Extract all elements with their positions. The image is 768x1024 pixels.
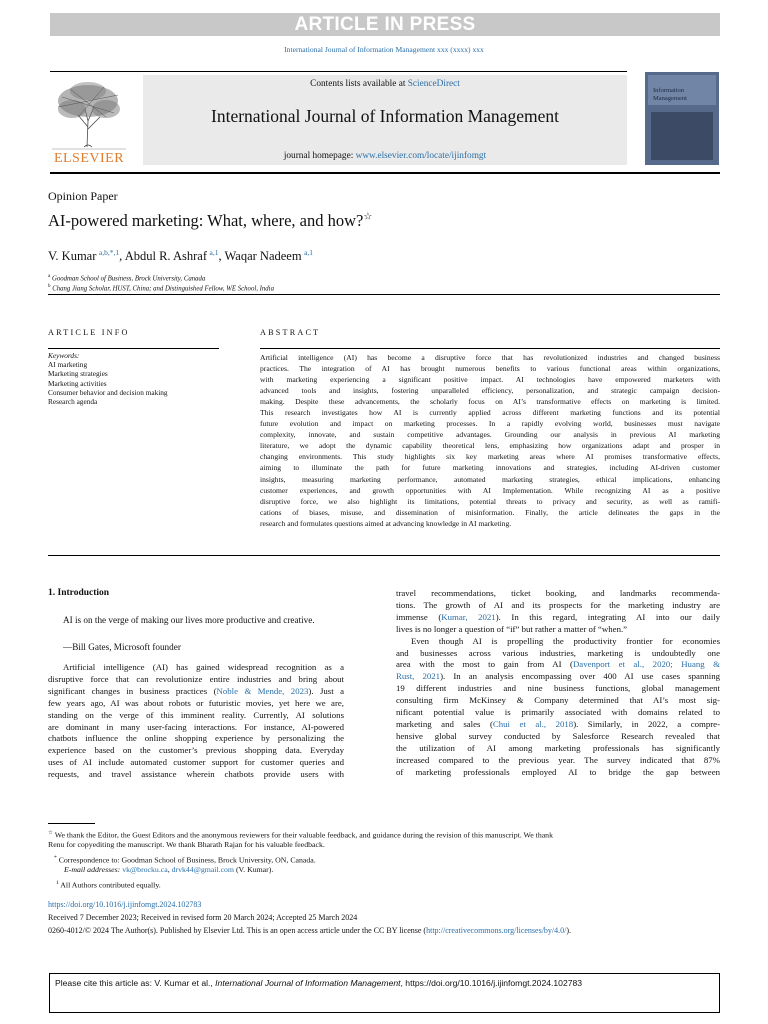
abstract-line: This research investigates how AI is currently applied across different marketing functions and its potential [260,408,720,418]
body-text: Even though AI is propelling the productivity frontier for economies [411,635,720,646]
body-line [396,695,720,707]
body-line [396,719,720,731]
body-line [48,662,344,674]
footnote-correspondence [48,853,316,866]
article-in-press-banner: ARTICLE IN PRESS [50,13,720,36]
abstract-text [260,352,720,529]
email-suffix: (V. Kumar). [234,865,274,874]
footnote-mark: 1 [56,880,59,886]
body-text: Artificial intelligence (AI) has gained widespread recognition as a [63,662,344,672]
doi-link[interactable]: https://doi.org/10.1016/j.ijinfomgt.2024.102783 [48,900,202,909]
title-footnote-mark[interactable]: ☆ [363,211,373,223]
abstract-line: with marketing experiencing a significant positive impact. AI technologies have empowered marketers with [260,375,720,385]
body-text: the utilization of AI among marketing professionals has significantly [396,742,720,753]
body-text: standing on the verge of this imminent reality. Currently, AI solutions [48,709,344,720]
citation-box [49,973,720,1013]
footnote-acknowledgement-cont [48,840,325,850]
keyword: Research agenda [48,397,98,407]
elsevier-wordmark: ELSEVIER [53,151,125,165]
keywords [48,351,168,406]
cover-art [645,72,719,165]
footnote-rule [48,823,95,824]
header-top-rule [50,71,627,72]
author-affiliation-mark[interactable]: a,1 [304,248,314,257]
abstract-label: ABSTRACT [260,328,321,337]
license-suffix: ). [566,926,572,935]
abstract-line: advanced tools and insights, fostering unparalleled efficiency, personalization, and strategic campaign decision- [260,386,720,396]
author-list [48,248,313,264]
affiliation [48,274,205,282]
author-affiliation-mark[interactable]: a,b,*,1 [98,248,120,257]
footnote-equal-contribution [48,878,161,891]
citation-link[interactable]: Kumar, 2021 [441,611,496,622]
journal-homepage [143,151,627,161]
abstract-line: insights, measuring marketing performance, automated marketing strategies, ethical implications, enhancing [260,474,720,484]
affiliation-mark: b [48,284,51,289]
abstract-end-rule [48,555,720,556]
author-separator: , [119,249,125,264]
body-line [396,600,720,612]
author [225,249,314,263]
body-line [396,755,720,767]
body-line [48,733,344,745]
section-heading-introduction: 1. Introduction [48,588,110,598]
body-line [396,671,720,683]
citation-link[interactable]: Noble & Mende, 2023 [216,685,309,696]
keyword: Marketing strategies [48,369,108,379]
abstract-line: complexity, innovate, and sustain competitive advantages. Grounding our analysis in previous AI marketing [260,430,720,440]
keywords-label: Keywords: [48,351,80,360]
footnote-text: All Authors contributed equally. [60,880,161,890]
author-separator: , [218,249,225,264]
email-label: E-mail addresses: [64,865,121,874]
paper-type: Opinion Paper [48,189,118,203]
citation-prefix: Please cite this article as: V. Kumar et al., [55,978,216,988]
body-line [48,674,344,686]
homepage-prefix: journal homepage: [283,151,356,161]
license-prefix: 0260-4012/© 2024 The Author(s). Published by Elsevier Ltd. This is an open access article under the CC BY license ( [48,926,427,935]
body-text: lives is no longer a question of “if” but rather a matter of “when.” [396,623,628,634]
abstract-line: literature, we adopt the dynamic capability theoretical lens, emphasizing how organizations adapt and prosper in [260,441,720,451]
author-name: Abdul R. Ashraf [124,249,207,264]
body-line [48,710,344,722]
paper-title-text: AI-powered marketing: What, where, and how? [48,211,364,230]
citation-link[interactable]: Chui et al., 2018 [492,718,574,729]
abstract-line: making. Despite these advancements, the scholarly focus on AI’s transformative effects on marketing is limited. [260,397,720,407]
body-line [396,743,720,755]
body-text: uses of AI include automated customer support for customer queries and [48,757,344,768]
body-line [396,612,720,624]
abstract-line: changing environments. This study highlights six key marketing areas where AI promises transformative effects, [260,452,720,462]
affiliation-rule [48,294,720,295]
body-line [396,707,720,719]
elsevier-logo [48,77,130,165]
citation-journal: International Journal of Information Management [215,978,401,988]
body-text: requests, and travel assistance wherein chatbots provide users with [48,769,344,780]
article-info-label: ARTICLE INFO [48,328,130,337]
body-line [396,731,720,743]
body-text: few years ago, AI was about robots or futuristic movies, yet here we are, [48,697,344,708]
body-text: tions. The growth of AI and its prospects for the marketing industry are [396,599,720,610]
body-text: area with the most to gain from AI ( [396,659,573,670]
abstract-line: practices. The integration of AI has brought numerous benefits to various functional areas within organizations, [260,364,720,374]
affiliation-mark: a [48,274,51,279]
elsevier-tree-icon [48,77,130,165]
keyword: Consumer behavior and decision making [48,387,168,397]
body-text: of marketing professionals employed AI to bridge the gap between [396,766,720,777]
body-text: immense ( [396,611,442,622]
header-bottom-rule [50,172,720,174]
article-info-rule [48,348,219,349]
author-name: Waqar Nadeem [224,249,302,264]
email-link[interactable]: vk@brocku.ca [122,865,168,874]
body-line [396,648,720,660]
author [48,249,125,263]
body-line [396,767,720,779]
received-dates: Received 7 December 2023; Received in revised form 20 March 2024; Accepted 25 March 2024 [48,913,358,922]
body-text: increased compared to the previous year. The survey indicated that 87% [396,754,720,765]
body-text: ). Just a [308,685,344,696]
body-text: disruptive force that can revolutionize entire industries and bring about [48,673,344,684]
body-text: are dominant in many user-facing interactions. For instance, AI-powered [48,721,344,732]
body-line [396,659,720,671]
contents-available [143,79,627,89]
journal-cover-image [645,72,719,165]
body-line [48,698,344,710]
body-column-left [48,662,344,781]
abstract-line: future evolution and impact on marketing processes. In a rapidly evolving world, businesses must navigate [260,419,720,429]
contents-prefix: Contents lists available at [310,79,408,89]
footnote-mark: ☆ [48,830,53,836]
body-text: and businesses across various industries, marketing is undoubtedly one [396,647,720,658]
keyword: Marketing activities [48,378,107,388]
cover-title-line2: Management [653,95,687,102]
footnote-text: We thank the Editor, the Guest Editors and the anonymous reviewers for their valuable feedback, and guidance during the revision of this manuscript. We thank [54,830,553,840]
body-text: chatbots influence the online shopping experience by personalizing the [48,733,344,744]
cover-title-line1: Information [653,87,685,94]
footnote-acknowledgement [48,828,553,841]
abstract-line: aiming to illuminate the path for future marketing innovations and strategies, including AI-driven customer [260,463,720,473]
body-text: experience based on the customer’s previous shopping data. Everyday [48,745,344,756]
body-line [396,624,720,636]
body-text: ). In this regard, integrating AI into our daily [495,611,720,622]
journal-title: International Journal of Information Management [211,106,559,126]
epigraph-quote: AI is on the verge of making our lives more productive and creative. [63,615,315,625]
body-line [48,745,344,757]
body-text: significant changes in business practices ( [48,685,217,696]
footnote-emails: E-mail addresses: vk@brocku.ca, drvk44@gmail.com (V. Kumar). [64,865,274,874]
body-line [396,636,720,648]
sciencedirect-link[interactable]: ScienceDirect [407,79,460,89]
body-text: ). Similarly, in 2022, a compre- [573,718,720,729]
keyword: AI marketing [48,360,88,370]
paper-title [48,211,372,231]
body-text: hensive global survey conducted by Salesforce Research revealed that [396,730,720,741]
affiliation-text: Chang Jiang Scholar, HUST, China; and Distinguished Fellow, WE School, India [52,285,274,293]
body-line [48,757,344,769]
citation-link[interactable]: Davenport et al., 2020; Huang & [572,659,720,670]
author-name: V. Kumar [48,249,97,264]
author [125,249,225,263]
body-line [48,769,344,781]
body-line [396,588,720,600]
license-link[interactable]: http://creativecommons.org/licenses/by/4.0/ [426,926,567,935]
body-line [396,683,720,695]
body-text: ). In an analysis encompassing over 400 AI use cases spanning [440,671,720,682]
body-line [48,722,344,734]
abstract-line: customer experiences, and growth opportunities with AI Implementation. While recognizing AI as a positive [260,485,720,495]
body-text: nificant potential value is primarily associated with domains related to [396,707,720,718]
footnote-text: Correspondence to: Goodman School of Business, Brock University, ON, Canada. [58,855,316,865]
citation-doi[interactable]: , https://doi.org/10.1016/j.ijinfomgt.2024.102783 [400,978,583,988]
citation-link[interactable]: Rust, 2021 [396,671,441,682]
abstract-rule [260,348,720,349]
affiliation [48,284,274,292]
body-line [48,686,344,698]
affiliation-text: Goodman School of Business, Brock University, Canada [51,275,206,283]
body-column-right [396,588,720,779]
epigraph-source: —Bill Gates, Microsoft founder [63,642,181,652]
body-text: travel recommendations, ticket booking, and landmarks recommenda- [396,588,720,598]
author-affiliation-mark[interactable]: a,1 [209,248,219,257]
body-text: 19 different industries and nine business functions, global management [396,683,720,694]
homepage-link[interactable]: www.elsevier.com/locate/ijinfomgt [355,151,487,161]
abstract-line: research and formulates questions aimed at advancing knowledge in AI marketing. [260,518,512,528]
license-line [48,926,571,935]
abstract-line: cations of biases, misuse, and dissemination of misinformation. Finally, the article delineates the gaps in the [260,507,720,517]
email-link[interactable]: drvk44@gmail.com [171,865,234,874]
abstract-line: disruptive force, we also highlight its limitations, potential threats to privacy and security, as well as ramifi- [260,496,720,506]
body-text: marketing and sales ( [396,718,493,729]
abstract-line: Artificial intelligence (AI) has become a disruptive force that has revolutionized industries and changed business [260,353,720,362]
footnote-mark: * [54,855,57,861]
journal-reference[interactable]: International Journal of Information Management xxx (xxxx) xxx [284,45,484,54]
footnote-text: Renu for copyediting the manuscript. We thank Bharath Rajan for his valuable feedback. [48,840,325,849]
body-text: consulting firm McKinsey & Company determined that AI’s most sig- [396,695,720,706]
